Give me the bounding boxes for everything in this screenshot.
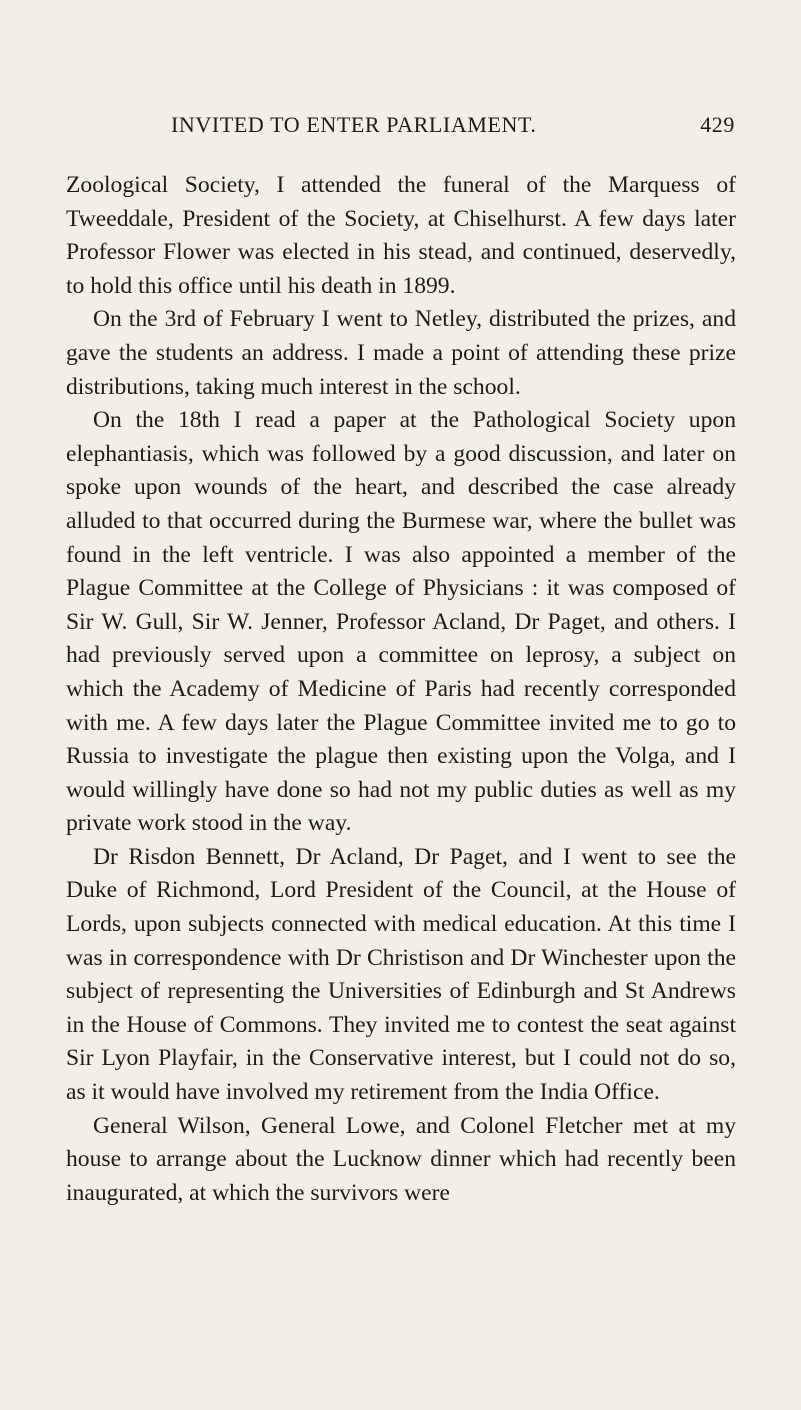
page-number: 429	[700, 112, 735, 137]
paragraph: On the 3rd of February I went to Netley, distributed the prizes, and gave the students an address. I made a point of attending these prize distributions, taking much interest in the school.	[66, 306, 736, 400]
body-text	[66, 169, 736, 1210]
running-title: INVITED TO ENTER PARLIAMENT.	[171, 112, 537, 137]
paragraph: Dr Risdon Bennett, Dr Acland, Dr Paget, and I went to see the Duke of Richmond, Lord President of the Council, at the House of Lords, upon subjects connected with medical education. At this time I was in correspondence with Dr Christison and Dr Winchester upon the subject of representing the Universities of Edinburgh and St Andrews in the House of Commons. They invited me to contest the seat against Sir Lyon Playfair, in the Conservative interest, but I could not do so, as it would have involved my retirement from the India Office.	[66, 843, 736, 1106]
paragraph: General Wilson, General Lowe, and Colonel Fletcher met at my house to arrange about the Lucknow dinner which had recently been inaugurated, at which the survivors were	[66, 1112, 736, 1206]
paragraph: Zoological Society, I attended the funeral of the Marquess of Tweeddale, President of the Society, at Chiselhurst. A few days later Professor Flower was elected in his stead, and continued, deservedly, to hold this office until his death in 1899.	[66, 172, 736, 299]
paragraph: On the 18th I read a paper at the Pathological Society upon elephantiasis, which was followed by a good discussion, and later on spoke upon wounds of the heart, and described the case already alluded to that occurred during the Burmese war, where the bullet was found in the left ventricle. I was also appointed a member of the Plague Committee at the College of Physicians : it was composed of Sir W. Gull, Sir W. Jenner, Professor Acland, Dr Paget, and others. I had previously served upon a committee on leprosy, a subject on which the Academy of Medicine of Paris had recently corresponded with me. A few days later the Plague Committee invited me to go to Russia to investigate the plague then existing upon the Volga, and I would willingly have done so had not my public duties as well as my private work stood in the way.	[66, 407, 736, 837]
